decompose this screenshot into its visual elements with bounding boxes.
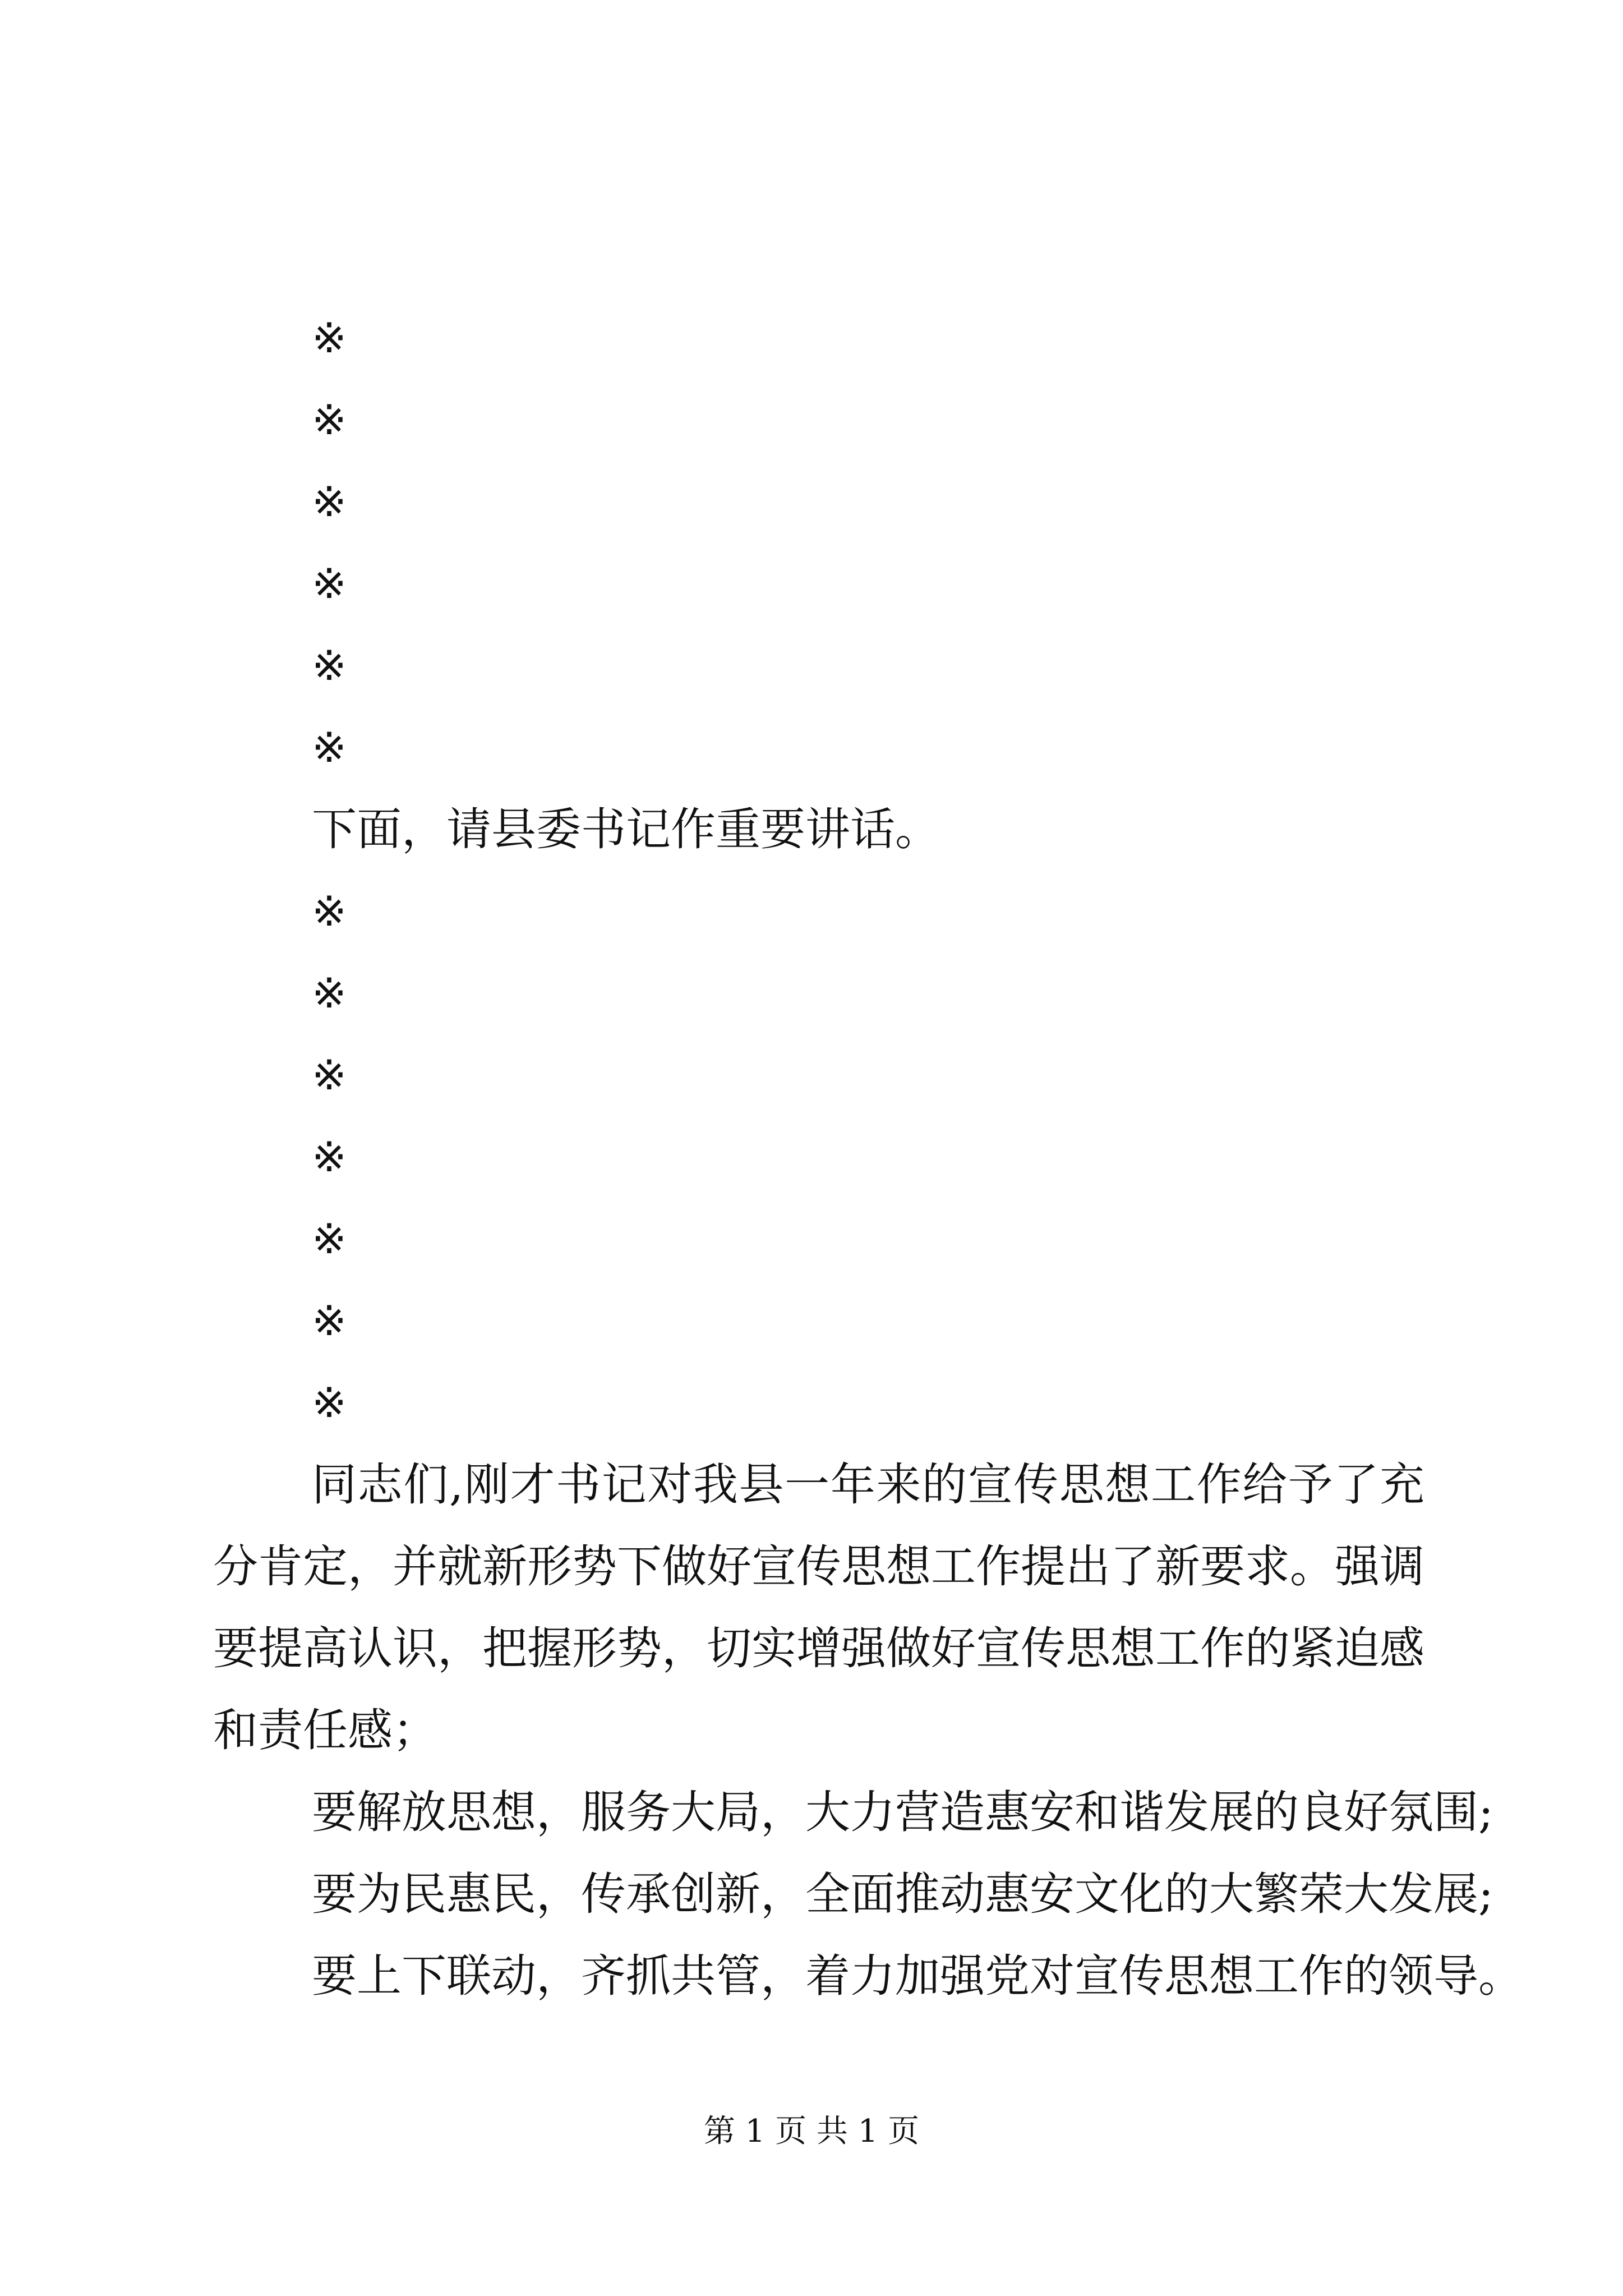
reference-mark: ※ <box>312 1297 347 1345</box>
reference-mark: ※ <box>312 1133 347 1181</box>
reference-mark: ※ <box>312 969 347 1018</box>
main-paragraph: 同志们,刚才书记对我县一年来的宣传思想工作给予了充分肯定，并就新形势下做好宣传思想工作提出了新要求。强调要提高认识，把握形势，切实增强做好宣传思想工作的紧迫感和责任感； <box>213 1458 1424 1756</box>
reference-mark: ※ <box>312 314 347 362</box>
point-line-1: 要解放思想，服务大局，大力营造惠安和谐发展的良好氛围; <box>312 1786 1493 1838</box>
reference-mark: ※ <box>312 887 347 936</box>
reference-mark: ※ <box>312 478 347 526</box>
reference-mark: ※ <box>312 396 347 444</box>
reference-mark: ※ <box>312 560 347 608</box>
intro-line: 下面，请县委书记作重要讲话。 <box>312 803 940 855</box>
point-line-3: 要上下联动，齐抓共管，着力加强党对宣传思想工作的领导。 <box>312 1950 1523 2002</box>
document-body <box>213 297 1523 2017</box>
page-number-footer: 第 1 页 共 1 页 <box>703 2113 920 2150</box>
reference-mark: ※ <box>312 1215 347 1263</box>
point-line-2: 要为民惠民，传承创新，全面推动惠安文化的大繁荣大发展; <box>312 1868 1493 1920</box>
reference-mark: ※ <box>312 642 347 690</box>
reference-mark: ※ <box>312 724 347 772</box>
reference-mark: ※ <box>312 1379 347 1427</box>
reference-mark: ※ <box>312 1051 347 1099</box>
